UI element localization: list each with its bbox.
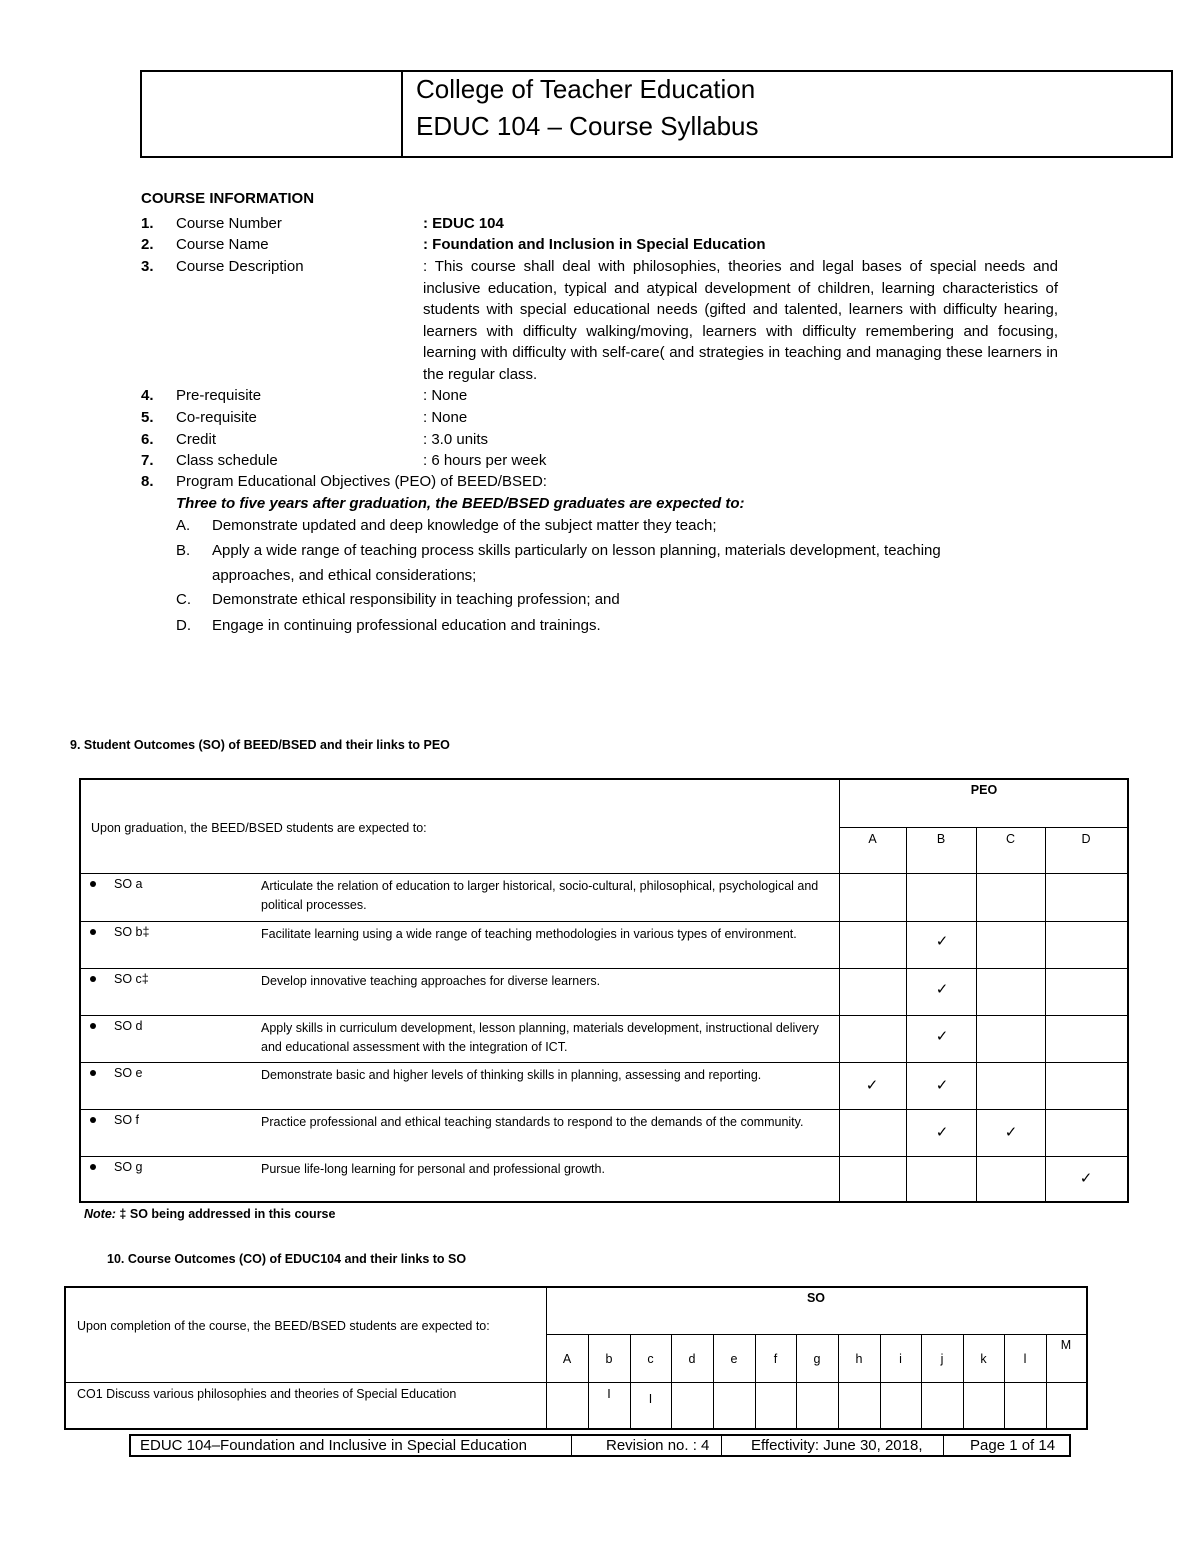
grid-line	[839, 827, 1129, 828]
grid-line	[81, 921, 1127, 922]
so-description: Apply skills in curriculum development, lesson planning, materials development, instructional delivery and educational assessment with the integration of ICT.	[261, 1021, 819, 1054]
grid-line	[630, 1335, 631, 1428]
grid-line	[721, 1436, 722, 1455]
check-mark-icon: ✓	[1079, 1169, 1093, 1187]
grid-line	[66, 1382, 1086, 1383]
bullet-icon	[90, 1070, 96, 1076]
prerequisite-value: : None	[423, 387, 468, 404]
check-mark-icon: ✓	[935, 980, 949, 998]
grid-line	[81, 1109, 1127, 1110]
document-title: EDUC 104 – Course Syllabus	[416, 111, 759, 141]
so-code: SO d	[114, 1019, 143, 1033]
header-divider	[401, 70, 403, 158]
grid-line	[546, 1334, 1086, 1335]
item-number: 5.	[141, 409, 154, 426]
so-code: SO c‡	[114, 972, 149, 986]
peo-col-header: C	[1005, 832, 1016, 846]
grid-line	[713, 1335, 714, 1428]
credit-value: : 3.0 units	[423, 431, 489, 448]
so-col-header: g	[813, 1352, 821, 1366]
so-table	[79, 778, 1129, 1203]
so-col-header: e	[730, 1352, 738, 1366]
peo-col-header: A	[868, 832, 877, 846]
corequisite-value: : None	[423, 409, 468, 426]
footer-course: EDUC 104–Foundation and Inclusive in Special Education	[140, 1437, 527, 1454]
item-number: 7.	[141, 452, 154, 469]
so-col-header: j	[940, 1352, 944, 1366]
grid-line	[81, 1156, 1127, 1157]
bullet-icon	[90, 1023, 96, 1029]
peo-col-header: B	[936, 832, 946, 846]
item-label: Pre-requisite	[176, 387, 262, 404]
footer-revision: Revision no. : 4	[606, 1437, 710, 1454]
item-label: Course Name	[176, 236, 269, 253]
so-col-header: c	[647, 1352, 654, 1366]
peo-letter: A.	[176, 517, 191, 534]
check-mark-icon: ✓	[935, 932, 949, 950]
bullet-icon	[90, 976, 96, 982]
peo-text: Engage in continuing professional education and trainings.	[212, 617, 601, 634]
co-row-label: CO1 Discuss various philosophies and theories of Special Education	[77, 1387, 457, 1401]
peo-text: Apply a wide range of teaching process skills particularly on lesson planning, materials development, teaching	[212, 542, 941, 559]
so-description: Practice professional and ethical teaching standards to respond to the demands of the community.	[261, 1115, 804, 1129]
so-section-title: 9. Student Outcomes (SO) of BEED/BSED and their links to PEO	[70, 738, 450, 752]
course-number-value: : EDUC 104	[423, 215, 504, 232]
so-col-header: b	[605, 1352, 613, 1366]
grid-line	[943, 1436, 944, 1455]
co-table	[64, 1286, 1088, 1430]
so-col-header: k	[980, 1352, 987, 1366]
course-info-heading: COURSE INFORMATION	[141, 190, 315, 207]
bullet-icon	[90, 881, 96, 887]
grid-line	[838, 1335, 839, 1428]
peo-text-continued: approaches, and ethical considerations;	[212, 567, 477, 584]
co-mark: I	[648, 1392, 653, 1406]
so-code: SO f	[114, 1113, 140, 1127]
so-description: Demonstrate basic and higher levels of thinking skills in planning, assessing and reporting.	[261, 1068, 762, 1082]
grid-line	[796, 1335, 797, 1428]
item-label: Program Educational Objectives (PEO) of BEED/BSED:	[176, 473, 547, 490]
grid-line	[963, 1335, 964, 1428]
peo-letter: B.	[176, 542, 191, 559]
so-code: SO b‡	[114, 925, 150, 939]
grid-line	[588, 1335, 589, 1428]
item-number: 1.	[141, 215, 154, 232]
bullet-icon	[90, 1164, 96, 1170]
grid-line	[81, 873, 1127, 874]
peo-text: Demonstrate ethical responsibility in teaching profession; and	[212, 591, 620, 608]
so-code: SO g	[114, 1160, 143, 1174]
so-table-intro: Upon graduation, the BEED/BSED students are expected to:	[91, 821, 427, 835]
note-label: Note:	[84, 1207, 116, 1221]
check-mark-icon: ✓	[935, 1076, 949, 1094]
footer-effectivity: Effectivity: June 30, 2018,	[751, 1437, 923, 1454]
so-col-header: h	[855, 1352, 863, 1366]
so-col-header: i	[899, 1352, 902, 1366]
so-col-header: f	[773, 1352, 778, 1366]
class-schedule-value: : 6 hours per week	[423, 452, 547, 469]
so-header: SO	[806, 1291, 826, 1305]
footer-page: Page 1 of 14	[970, 1437, 1056, 1454]
grid-line	[571, 1436, 572, 1455]
peo-intro: Three to five years after graduation, the BEED/BSED graduates are expected to:	[176, 495, 745, 512]
so-description: Facilitate learning using a wide range of teaching methodologies in various types of environment.	[261, 927, 797, 941]
course-description-value: : This course shall deal with philosophies, theories and legal bases of special needs and inclusive education, typical and atypical development of children, learning characteristics of students with special educational needs (gifted and talented, learners with difficulty hearing, learners with difficulty walking/moving, learners with difficulty remembering and focusing, learning with difficulty with self-care( and strategies in teaching and managing these learners in the regular class.	[423, 258, 1058, 383]
peo-text: Demonstrate updated and deep knowledge of the subject matter they teach;	[212, 517, 717, 534]
item-number: 2.	[141, 236, 154, 253]
co-section-title: 10. Course Outcomes (CO) of EDUC104 and their links to SO	[107, 1252, 467, 1266]
so-col-header: A	[562, 1352, 572, 1366]
co-mark: I	[607, 1387, 611, 1401]
bullet-icon	[90, 1117, 96, 1123]
grid-line	[81, 968, 1127, 969]
grid-line	[81, 1015, 1127, 1016]
so-code: SO a	[114, 877, 143, 891]
check-mark-icon: ✓	[935, 1027, 949, 1045]
so-col-header: l	[1023, 1352, 1027, 1366]
item-label: Class schedule	[176, 452, 278, 469]
item-label: Course Number	[176, 215, 282, 232]
course-name-value: : Foundation and Inclusion in Special Education	[423, 236, 766, 253]
co-table-intro: Upon completion of the course, the BEED/BSED students are expected to:	[77, 1319, 490, 1333]
grid-line	[1004, 1335, 1005, 1428]
grid-line	[671, 1335, 672, 1428]
peo-letter: C.	[176, 591, 191, 608]
grid-line	[755, 1335, 756, 1428]
so-description: Pursue life-long learning for personal and professional growth.	[261, 1162, 605, 1176]
bullet-icon	[90, 929, 96, 935]
check-mark-icon: ✓	[935, 1123, 949, 1141]
so-code: SO e	[114, 1066, 143, 1080]
note-text: ‡ SO being addressed in this course	[115, 1207, 336, 1221]
check-mark-icon: ✓	[1004, 1123, 1018, 1141]
item-label: Credit	[176, 431, 217, 448]
grid-line	[921, 1335, 922, 1428]
so-col-header: d	[688, 1352, 696, 1366]
peo-col-header: D	[1081, 832, 1091, 846]
item-number: 4.	[141, 387, 154, 404]
peo-header: PEO	[970, 783, 998, 797]
item-number: 8.	[141, 473, 154, 490]
grid-line	[81, 1062, 1127, 1063]
so-description: Develop innovative teaching approaches for diverse learners.	[261, 974, 601, 988]
so-note	[84, 1205, 335, 1223]
item-label: Course Description	[176, 258, 304, 275]
grid-line	[880, 1335, 881, 1428]
peo-letter: D.	[176, 617, 191, 634]
check-mark-icon: ✓	[865, 1076, 879, 1094]
so-col-header: M	[1060, 1338, 1072, 1352]
institution-name: College of Teacher Education	[416, 74, 756, 104]
item-number: 6.	[141, 431, 154, 448]
so-description: Articulate the relation of education to larger historical, socio-cultural, philosophical, psychological and political processes.	[261, 879, 819, 912]
item-number: 3.	[141, 258, 154, 275]
item-label: Co-requisite	[176, 409, 257, 426]
